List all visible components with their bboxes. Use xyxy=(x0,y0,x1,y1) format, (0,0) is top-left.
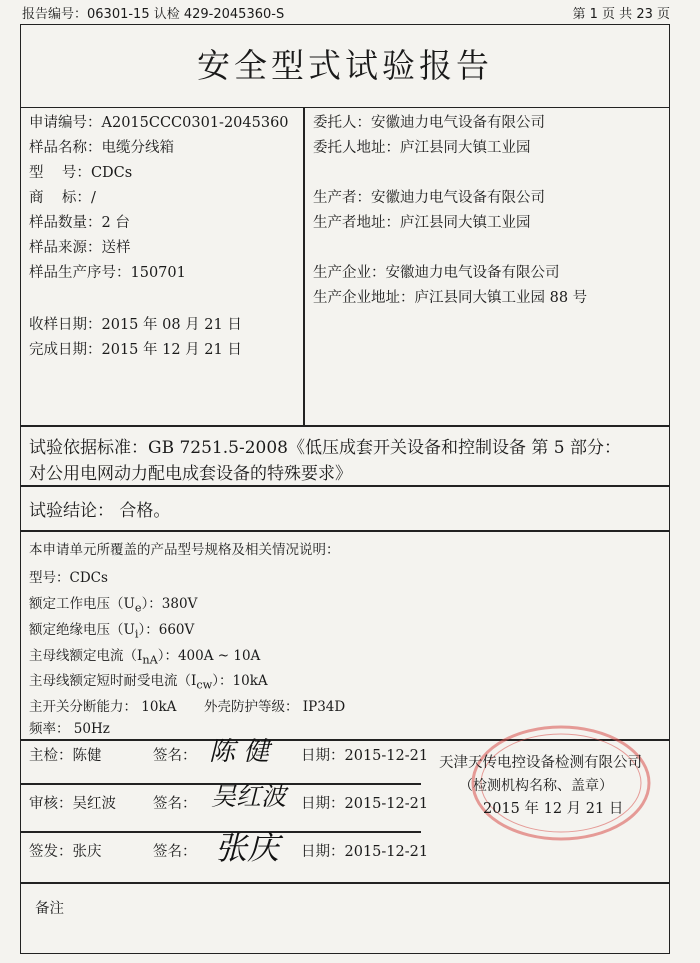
producer: 生产者：安徽迪力电气设备有限公司 xyxy=(313,190,545,206)
trademark: 商 标：/ xyxy=(29,190,96,206)
received-date: 收样日期：2015 年 08 月 21 日 xyxy=(29,317,242,333)
issuer-sign-label: 签名： xyxy=(153,844,197,860)
page-number: 第 1 页 共 23 页 xyxy=(572,7,670,22)
issue-date: 2015 年 12 月 21 日 xyxy=(483,801,624,817)
spec-model: 型号：CDCs xyxy=(29,570,108,586)
reviewer-signature: 吴红波 xyxy=(211,782,287,811)
spec-insulation-voltage: 额定绝缘电压$(U_i)$：660V xyxy=(29,622,195,641)
spec-frequency: 频率： 50Hz xyxy=(29,721,110,737)
spec-ip-rating: 外壳防护等级： IP34D xyxy=(204,699,346,715)
sample-quantity: 样品数量：2 台 xyxy=(29,215,130,231)
factory-address: 生产企业地址：庐江县同大镇工业园 88 号 xyxy=(313,290,588,306)
inspector-signature: 陈 健 xyxy=(209,737,270,767)
spec-rated-current: 主母线额定电流$(I_{nA})$：400A ~ 10A xyxy=(29,648,261,667)
issuer-signature: 张庆 xyxy=(215,829,280,867)
remarks-label: 备注 xyxy=(35,901,64,917)
issuer-row: 签发：张庆 xyxy=(29,844,102,860)
reviewer-row: 审核：吴红波 xyxy=(29,796,116,812)
inspector-date: 日期：2015-12-21 xyxy=(301,748,429,764)
report-frame xyxy=(20,24,670,954)
report-number: 报告编号：06301-15 认检 429-2045360-S xyxy=(22,7,285,22)
application-number: 申请编号：A2015CCC0301-2045360 xyxy=(29,115,289,131)
page-header xyxy=(22,3,670,21)
inspector-sign-label: 签名： xyxy=(153,748,197,764)
divider xyxy=(21,882,669,884)
client: 委托人：安徽迪力电气设备有限公司 xyxy=(313,115,545,131)
report-title: 安全型式试验报告 xyxy=(21,25,669,108)
testing-org-name: 天津天传电控设备检测有限公司 xyxy=(439,755,642,771)
producer-address: 生产者地址：庐江县同大镇工业园 xyxy=(313,215,531,231)
test-conclusion: 试验结论： 合格。 xyxy=(29,501,171,521)
column-divider xyxy=(303,107,305,425)
test-standard-line1: 试验依据标准：GB 7251.5-2008《低压成套开关设备和控制设备 第 5 部分： xyxy=(29,438,621,458)
issuer-date: 日期：2015-12-21 xyxy=(301,844,429,860)
factory: 生产企业：安徽迪力电气设备有限公司 xyxy=(313,265,560,281)
test-standard-line2: 对公用电网动力配电成套设备的特殊要求》 xyxy=(29,464,352,484)
model: 型 号：CDCs xyxy=(29,165,133,181)
divider xyxy=(21,425,669,427)
divider xyxy=(21,485,669,487)
sample-serial: 样品生产序号：150701 xyxy=(29,265,186,281)
reviewer-sign-label: 签名： xyxy=(153,796,197,812)
divider xyxy=(21,530,669,532)
spec-withstand-current: 主母线额定短时耐受电流$(I_{cw})$：10kA xyxy=(29,673,268,692)
seal-label: （检测机构名称、盖章） xyxy=(459,778,613,794)
sample-name: 样品名称：电缆分线箱 xyxy=(29,140,174,156)
sample-source: 样品来源：送样 xyxy=(29,240,131,256)
spec-rated-voltage: 额定工作电压$(U_e)$：380V xyxy=(29,596,198,615)
completed-date: 完成日期：2015 年 12 月 21 日 xyxy=(29,342,242,358)
client-address: 委托人地址：庐江县同大镇工业园 xyxy=(313,140,531,156)
reviewer-date: 日期：2015-12-21 xyxy=(301,796,429,812)
specs-heading: 本申请单元所覆盖的产品型号规格及相关情况说明： xyxy=(29,542,340,558)
spec-breaking-capacity: 主开关分断能力： 10kA xyxy=(29,699,177,715)
inspector-row: 主检：陈健 xyxy=(29,748,102,764)
